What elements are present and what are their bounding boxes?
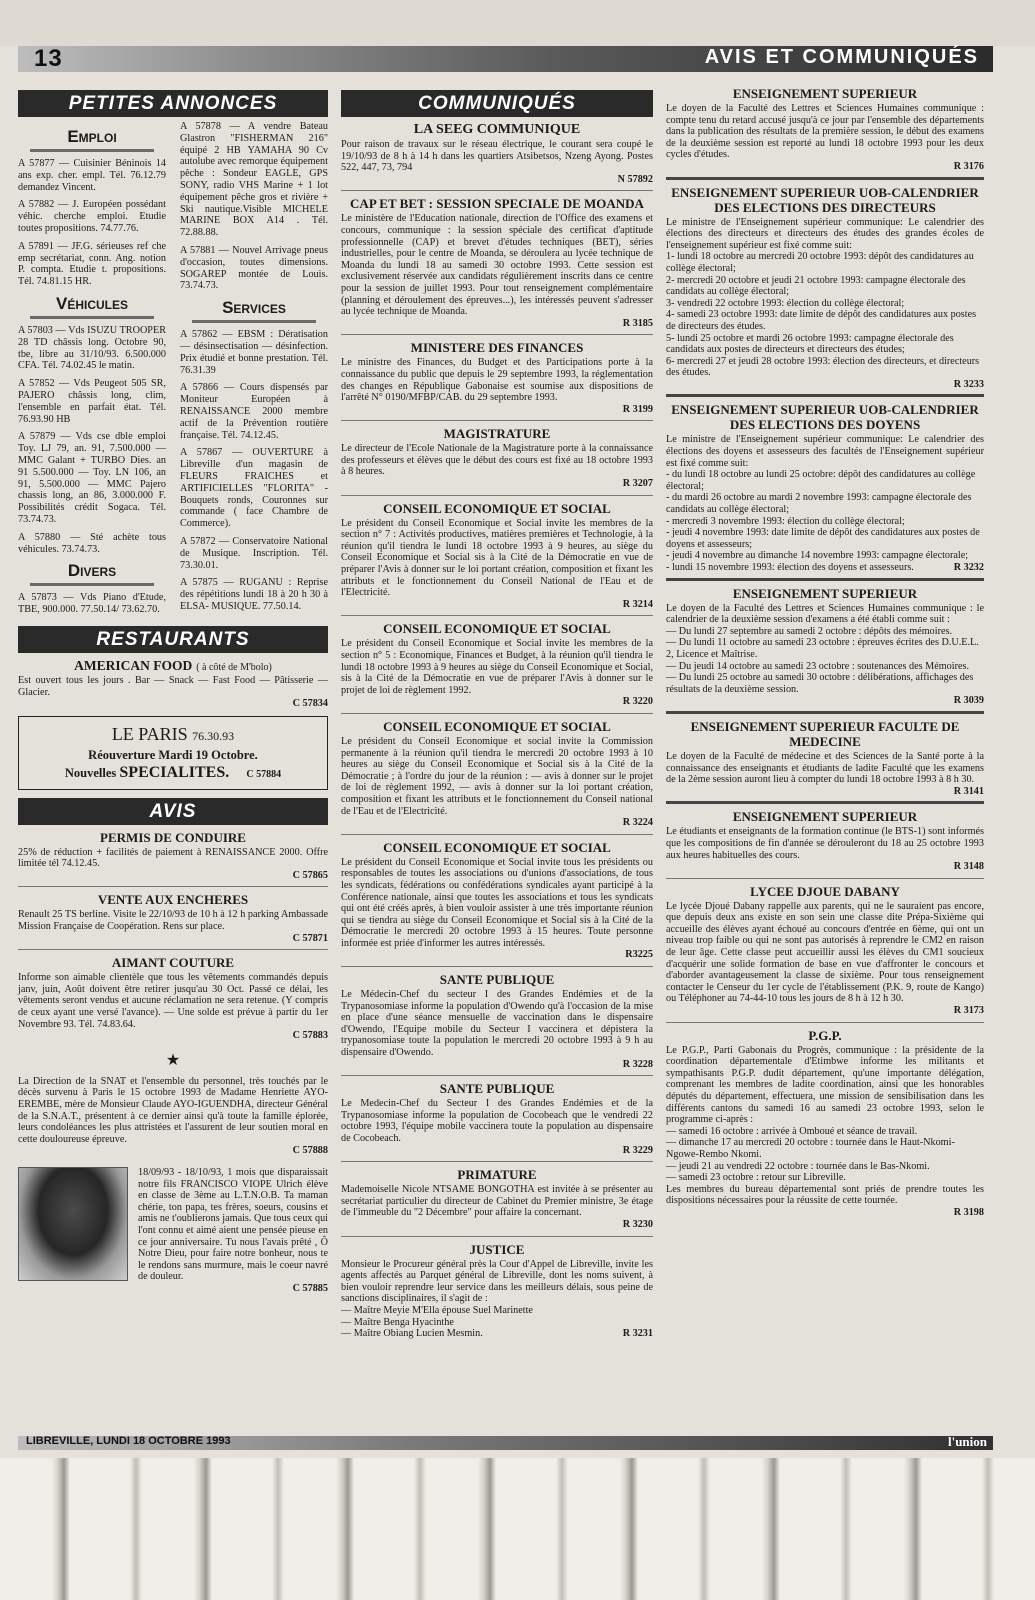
communique-title: ENSEIGNEMENT SUPERIEUR UOB-CALENDRIER DES ELECTIONS DES DOYENS: [671, 402, 979, 433]
le-paris-heading: [27, 723, 319, 747]
memorial-notice: [18, 1167, 328, 1295]
divider: [18, 886, 328, 887]
calendar-line: 5- lundi 25 octobre et mardi 26 octobre 1993: campagne électorale des candidats aux postes de directeurs et directeurs des études;: [666, 332, 954, 356]
notice-reference: C 57883: [292, 1030, 328, 1042]
communique-text: Le président du Conseil Economique et Social invite tous les présidents ou responsables de toutes les associations ou d'unions d'associations, de tous les syndicats, fédérations ou confédérations syndicales ayant participé à la Conférence nationale, ainsi que toutes les associations et tous les syndicats qui ont été créés après, à bien vouloir assister à une très importante réunion qui se tiendra au siège du Conseil Economique et Social sis à la Cité de la Démocratie le mercredi 20 octobre 1993 à 15 heures. Toute personne informée est priée d'informer les autres intéressés.: [341, 856, 653, 949]
program-line: — dimanche 17 au mercredi 20 octobre : tournée dans le Haut-Nkomi-Ngowe-Rembo Nkomi.: [666, 1137, 955, 1160]
notice-text: 25% de réduction + facilités de paiement à RENAISSANCE 2000. Offre limitée tél 74.12.45.: [18, 846, 328, 870]
communique-title: ENSEIGNEMENT SUPERIEUR UOB-CALENDRIER DES ELECTIONS DES DIRECTEURS: [671, 184, 979, 215]
category-divers: Divers: [67, 561, 117, 581]
communique-text: Pour raison de travaux sur le réseau électrique, le courant sera coupé le 19/10/93 de 8 h à 14 h dans les quartiers Atsibetsos, Nzeng Ayong. Postes 522, 447, 73, 794: [341, 139, 653, 174]
divider: [341, 495, 653, 496]
communique-text: Le doyen de la Faculté de médecine et des Sciences de la Santé porte à la connaissance des enseignants et étudiants de ladite Faculté que les examens de la 2ème session auront lieu à compter du lundi 18 octobre 1993 à 8 h 30.: [666, 750, 984, 786]
divider: [18, 949, 328, 950]
communique-reference: N 57892: [617, 173, 653, 185]
calendar-line: — Du lundi 11 octobre au samedi 23 octobre : épreuves écrites des D.U.E.L. 2, Licence et Maîtrise.: [666, 637, 979, 660]
footer-date: LIBREVILLE, LUNDI 18 OCTOBRE 1993: [26, 1435, 231, 1447]
avis-banner: AVIS: [18, 798, 328, 825]
communique-text: Le ministre de l'Enseignement supérieur communique: Le calendrier des élections des directeurs et directeurs des études des grandes écoles de l'enseignement supérieur est fixé comme suit:: [666, 216, 984, 251]
american-food-text: Est ouvert tous les jours . Bar — Snack — Fast Food — Pâtisserie — Glacier.: [18, 674, 328, 698]
divider: [666, 578, 984, 581]
classified-ad: A 57877 — Cuisinier Béninois 14 ans exp. cher. empl. Tél. 76.12.79 demandez Vincent.: [18, 158, 166, 193]
divider: [341, 615, 653, 616]
divider: [341, 834, 653, 835]
program-line: — jeudi 21 au vendredi 22 octobre : tournée dans le Bas-Nkomi.: [666, 1160, 930, 1172]
communique-title: CONSEIL ECONOMIQUE ET SOCIAL: [383, 839, 611, 855]
le-paris-reopening: Réouverture Mardi 19 Octobre.: [88, 747, 258, 762]
communique-text: Le ministère de l'Education nationale, direction de l'Office des examens et concours, communique : la session spéciale des certificat d'aptitude professionnelle (CAP) et brevet d'études techniques (BET), séries industrielles, pour le centre de Moanda, se déroulera au lycée technique de Moanda du lundi 18 au samedi 30 octobre 1993. Cette session est exclusivement réservée aux candidats régulièrement inscrits dans ce centre pour la session de juillet 1993. Pour tout renseignement complémentaire (planning et déroulement des épreuves...), les intéressés peuvent s'adresser au lycée technique de Moanda.: [341, 213, 653, 318]
le-paris-specialties-word: SPECIALITES.: [119, 763, 230, 781]
le-paris-specialties-prefix: Nouvelles: [64, 765, 117, 780]
classified-ad: A 57866 — Cours dispensés par Moniteur Européen à RENAISSANCE 2000 membre actif de la Prévention routière française. Tél. 74.12.45.: [180, 382, 328, 441]
calendar-line: - jeudi 4 novembre 1993: date limite de dépôt des candidatures aux postes de doyens et assesseurs;: [666, 527, 980, 550]
page-header: [18, 46, 993, 72]
communique-reference: R 3176: [953, 160, 984, 172]
program-line: — samedi 23 octobre : retour sur Libreville.: [666, 1172, 846, 1184]
communique-reference: R 3232: [953, 562, 984, 573]
classified-ad: A 57873 — Vds Piano d'Etude, TBE, 900.000. 77.50.14/ 73.62.70.: [18, 592, 166, 616]
notice-reference: C 57885: [292, 1282, 328, 1294]
communique-text: Monsieur le Procureur général près la Cour d'Appel de Libreville, invite les agents affectés au Parquet général de Libreville, dont les noms suivent, à bien vouloir reprendre leur service dans les meilleurs délais, sous peine de sanctions disciplinaires, il s'agit de :: [341, 1258, 653, 1305]
communiques-banner: COMMUNIQUÉS: [341, 90, 653, 117]
page-footer: [18, 1436, 993, 1450]
communique-text: Le directeur de l'Ecole Nationale de la Magistrature porte à la connaissance des professeurs et élèves que le début des cours est fixé au 18 octobre 1993 à 8 heures.: [341, 443, 653, 478]
communique-reference: R 3173: [953, 1005, 984, 1017]
communique-title: CONSEIL ECONOMIQUE ET SOCIAL: [383, 718, 611, 734]
calendar-line: 6- mercredi 27 et jeudi 28 octobre 1993: élection des directeurs, et directeurs des études.: [666, 355, 980, 379]
classified-ad: A 57867 — OUVERTURE à Libreville d'un magasin de FLEURS FRAICHES et ARTIFICIELLES "FLORITA" - Bouquets ronds, Couronnes sur commande ( face Chambre de Commerce).: [180, 447, 328, 530]
communique-title: ENSEIGNEMENT SUPERIEUR: [732, 86, 918, 101]
communique-text: Le président du Conseil Economique et Social invite les membres de la section n° 5 : Economique, Finances et Budget, à la réunion qu'il tiendra le lundi 18 octobre 1993 à 9 heures au siège du Conseil Economique et Social, sis à la Cité de la Démocratie en vue de préparer l'Avis à donner sur le projet de loi de règlement 1992.: [341, 638, 653, 696]
page-number: 13: [34, 45, 63, 72]
calendar-line: - lundi 15 novembre 1993: élection des doyens et assesseurs.: [666, 562, 914, 573]
page-margin-top: [0, 0, 1035, 46]
classified-ad: A 57872 — Conservatoire National de Musique. Inscription. Tél. 73.30.01.: [180, 535, 328, 571]
communique-text: Le Medecin-Chef du Secteur I des Grandes Endémies et de la Trypanosomiase informe la population de Cocobeach que le vendredi 22 octobre 1993, l'équipe mobile vaccinera toute la population au dispensaire de Cocobeach.: [341, 1098, 653, 1144]
communique-text: Le lycée Djoué Dabany rappelle aux parents, qui ne le sauraient pas encore, que depuis deux ans existe en son sein une classe dite Prépa-Sixième qui accueille des élèves ayant échoué au concours d'entrée en 6ème, qui ont un niveau trop faible ou qui ne sont pas autorisés à reprendre le CM2 en raison de leur âge. Cette classe peut accueillir aussi les élèves du CM1 soucieux d'acquérir une solide formation de base en vue d'affronter le concours et d'aborder avantageusement la classe de sixième. Pour tous renseignement contacter le Censeur du 1er cycle de l'établissement (P.K. 9, route de Kango) ou Téléphoner au 74-44-10 tous les jours de 8 h à 12 h 30.: [666, 900, 984, 1005]
classifieds-left: [18, 121, 166, 622]
communique-title: SANTE PUBLIQUE: [439, 972, 555, 988]
communique-title: ENSEIGNEMENT SUPERIEUR FACULTE DE MEDECINE: [690, 718, 960, 749]
ad-reference: C 57834: [292, 698, 328, 710]
divider: [666, 878, 984, 879]
program-line: — samedi 16 octobre : arrivée à Omboué et séance de travail.: [666, 1125, 918, 1137]
communique-reference: R 3230: [622, 1218, 653, 1230]
calendar-line: 2- mercredi 20 octobre et jeudi 21 octobre 1993: campagne électorale des candidats au collège électoral;: [666, 274, 966, 298]
newspaper-logo: l'union: [947, 1434, 987, 1449]
communique-text: Les membres du bureau départemental sont priés de prendre toutes les dispositions nécessaires pour la réussite de cette tournée.: [666, 1183, 984, 1207]
communique-reference: R 3229: [622, 1144, 653, 1156]
memorial-body: [138, 1167, 328, 1295]
divider: [341, 713, 653, 714]
communique-title: MAGISTRATURE: [443, 426, 551, 442]
communique-reference: R 3207: [622, 478, 653, 490]
communique-reference: R 3231: [622, 1328, 653, 1340]
column-petites-annonces: [18, 90, 328, 1295]
communique-text: Le président du Conseil Economique et social invite la Commission permanente à la réunion qu'il tiendra le mercredi 20 octobre 1993 à 10 heures au siège du Conseil Economique et Social sis à la Cité de la Démocratie ; à l'ordre du jour de la réunion : — avis à donner sur le projet de loi de règlement 1992, — avis à donner sur la loi portant création, composition et fixant les attributs et le fonctionnement du Conseil national de l'Eau et de l'Electricité.: [341, 735, 653, 817]
communique-title: LYCEE DJOUE DABANY: [750, 883, 900, 899]
american-food-note: ( à côté de M'bolo): [196, 661, 272, 673]
classified-ad: A 57891 — JF.G. sérieuses ref che emp secrétariat, conn. Ang. notion P. compta. Etudie t. propositions. Tél. 74.81.15 HR.: [18, 240, 166, 288]
divider: [666, 801, 984, 804]
divider: [341, 1075, 653, 1076]
divider: [341, 1161, 653, 1162]
classified-ad: A 57875 — RUGANU : Reprise des répétitions lundi 18 à 20 h 30 à ELSA- MUSIQUE. 77.50.14.: [180, 577, 328, 612]
divider: [341, 190, 653, 191]
communique-title: CONSEIL ECONOMIQUE ET SOCIAL: [383, 500, 611, 516]
category-rule: [192, 320, 316, 323]
classified-ad: A 57880 — Sté achète tous véhicules. 73.74.73.: [18, 531, 166, 555]
communique-reference: R 3148: [953, 861, 984, 873]
column-communiques: [341, 90, 653, 1340]
justice-name: — Maître Benga Hyacinthe: [341, 1316, 454, 1328]
category-rule: [30, 316, 154, 319]
classified-ad: A 57881 — Nouvel Arrivage pneus d'occasion, toutes dimensions. SOGAREP montée de Louis. 73.74.73.: [180, 244, 328, 292]
classified-ad: A 57862 — EBSM : Dératisation — désinsectisation — désinfection. Prix étudié et bonne prestation. Tél. 76.31.39: [180, 329, 328, 376]
communique-text: Le ministre de l'Enseignement supérieur communique: Le calendrier des élections des doyens et assesseurs des facultés de l'Enseignement supérieur est fixé comme suit:: [666, 434, 984, 469]
notice-reference: C 57888: [292, 1145, 328, 1157]
communique-title: SANTE PUBLIQUE: [439, 1081, 555, 1097]
classified-ad: A 57879 — Vds cse dble emploi Toy. LJ 79, an. 91, 7.500.000 — MMC Galant + TURBO Dies. an 91 5.500.000 — Toy. LN 106, an 91, 5.500.000 — MMC Pajero chassis long, an 86, 3.000.000 F. Possibilités crédit Sogaca. Tél. 73.74.73.: [18, 431, 166, 525]
notice-reference: C 57871: [292, 932, 328, 944]
justice-name: — Maître Obiang Lucien Mesmin.: [341, 1328, 483, 1340]
communique-title: LA SEEG COMMUNIQUE: [413, 122, 581, 137]
communique-title: ENSEIGNEMENT SUPERIEUR: [732, 809, 918, 825]
notice-text: Informe son aimable clientèle que tous les vêtements commandés depuis janv, juin, Août doivent être retirer jusqu'au 30 Oct. Passé ce délai, les vêtements seront vendus et aucune réclamation ne sera retenue. (Y compris de ceux ayant une versé l'avance). — Une solde est prévue à partir du 1er Novembre 93. Tél. 74.83.64.: [18, 972, 328, 1030]
american-food-title: AMERICAN FOOD: [74, 657, 193, 673]
communique-reference: R 3228: [622, 1058, 653, 1070]
calendar-line: - du mardi 26 octobre au mardi 2 novembre 1993: campagne électorale des candidats au collège électoral;: [666, 492, 972, 516]
communique-reference: R 3233: [953, 378, 984, 390]
communique-title: P.G.P.: [808, 1027, 842, 1043]
calendar-line: — Du jeudi 14 octobre au samedi 23 octobre : soutenances des Mémoires.: [666, 660, 969, 672]
american-food-heading: [18, 657, 328, 675]
classified-ad: A 57882 — J. Européen possédant véhic. cherche emploi. Etudie toutes propositions. 74.77.76.: [18, 199, 166, 234]
communique-title: MINISTERE DES FINANCES: [410, 340, 584, 356]
petites-annonces-banner: PETITES ANNONCES: [18, 90, 328, 117]
communique-text: Le doyen de la Faculté des Lettres et Sciences Humaines communique : le calendrier de la deuxième session d'examens a été établi comme suit :: [666, 602, 984, 626]
restaurants-banner: RESTAURANTS: [18, 626, 328, 653]
calendar-last-line: [666, 562, 984, 574]
divider: [666, 394, 984, 397]
communique-text: Le Médecin-Chef du secteur I des Grandes Endémies et de la Trypanosomiase informe la population d'Owendo qu'à l'occasion de la mise en place d'une séance mensuelle de vaccination dans le dispensaire d'Owendo, l'Equipe mobile du Secteur I vaccinera et dépistera la trypanosomiase toute la population le mercredi 20 octobre 1993 à 9 h au dispensaire d'Owendo.: [341, 989, 653, 1059]
scan-margin-bottom: [0, 1458, 1035, 1600]
justice-last-line: [341, 1328, 653, 1340]
category-emploi: Emploi: [67, 127, 117, 146]
communique-title: PRIMATURE: [457, 1167, 537, 1183]
communique-reference: R 3039: [953, 695, 984, 707]
le-paris-specialties: [27, 764, 319, 783]
communique-reference: R 3199: [622, 403, 653, 415]
communique-text: Le ministre des Finances, du Budget et des Participations porte à la connaissance du public que depuis le 29 septembre 1993, la réglementation des changes en République Gabonaise est soumise aux dispositions de l'arrêté N° 0190/MFBP/CAB. du 29 septembre 1993.: [341, 357, 653, 404]
category-rule: [30, 149, 154, 152]
communique-reference: R 3224: [622, 817, 653, 829]
category-rule: [30, 583, 154, 586]
calendar-line: - jeudi 4 novembre au dimanche 14 novembre 1993: campagne électorale;: [666, 550, 969, 562]
divider: [341, 966, 653, 967]
column-enseignement: [666, 86, 984, 1219]
portrait-photo: [18, 1167, 128, 1281]
divider: [666, 1022, 984, 1023]
calendar-line: 1- lundi 18 octobre au mercredi 20 octobre 1993: dépôt des candidatures au collège électoral;: [666, 251, 974, 274]
communique-text: Le étudiants et enseignants de la formation continue (le BTS-1) sont informés que les compositions de fin d'année se dérouleront du 18 au 25 octobre 1993 aux heures habituelles des cours.: [666, 826, 984, 861]
category-services: Services: [222, 298, 286, 318]
communique-reference: R3225: [625, 949, 653, 961]
justice-name: — Maître Meyie M'Ella épouse Suel Marinette: [341, 1304, 533, 1316]
communique-text: Le P.G.P., Parti Gabonais du Progrès, communique : la présidente de la coordination départementale d'Etimbwe informe les militants et sympathisants P.G.P. dudit département, qu'une importante délégation, comprenant les membres de ladite coordination, ainsi que les honorables députés du département, effectuera, une mission de sensibilisation dans les différents cantons du samedi 16 au samedi 23 octobre 1993, selon le programme ci-après :: [666, 1044, 984, 1126]
le-paris-name: LE PARIS: [111, 723, 188, 744]
calendar-line: — Du lundi 25 octobre au samedi 30 octobre : délibérations, affichages des résultats de la deuxième session.: [666, 672, 974, 695]
calendar-line: — Du lundi 27 septembre au samedi 2 octobre : dépôts des mémoires.: [666, 625, 953, 637]
communique-text: Le président du Conseil Economique et Social invite les membres de la section n° 7 : Activités productives, matières premières et Technologie, à la réunion qu'il tiendra le lundi 18 octobre 1993 à 9 heures, au siège du Conseil Economique et Social sis à la Cité de la Démocratie en vue de préparer l'Avis à donner sur le loi portant création, composition et fixant les attributs et le fonctionnement du Conseil National de l'Eau et de l'Electricité.: [341, 517, 653, 599]
ad-reference: C 57884: [246, 768, 282, 780]
calendar-line: - du lundi 18 octobre au lundi 25 octobre: dépôt des candidatures au collège électoral;: [666, 469, 976, 492]
category-vehicules: Véhicules: [55, 293, 128, 313]
classified-ad: A 57803 — Vds ISUZU TROOPER 28 TD châssis long. Octobre 90, tbe, libre au 31/10/93. 6.500.000 CFA. Tél. 74.02.45 le matin.: [18, 324, 166, 372]
divider: [341, 334, 653, 335]
notice-reference: C 57865: [292, 869, 328, 881]
communique-text: Le doyen de la Faculté des Lettres et Sciences Humaines communique : compte tenu du retard accusé jusqu'à ce jour par l'ensemble des départements dans la publication des résultats de la première session, le début des examens de la deuxième session est reporté au lundi 18 octobre 1993 pour les deux cycles d'études.: [666, 103, 984, 161]
communique-reference: R 3185: [622, 317, 653, 329]
classifieds-grid: [18, 121, 328, 622]
communique-title: CAP ET BET : SESSION SPECIALE DE MOANDA: [350, 196, 644, 212]
notice-title: AIMANT COUTURE: [111, 955, 235, 971]
notice-title: PERMIS DE CONDUIRE: [100, 829, 246, 845]
communique-text: Mademoiselle Nicole NTSAME BONGOTHA est invitée à se présenter au secrétariat particulier du directeur de Cabinet du Premier ministre, 3e étage de l'immeuble du "2 Décembre" pour affaire la concernant.: [341, 1184, 653, 1219]
divider: [341, 1236, 653, 1237]
communique-title: CONSEIL ECONOMIQUE ET SOCIAL: [383, 621, 611, 637]
notice-title: VENTE AUX ENCHERES: [97, 892, 249, 908]
divider: [666, 177, 984, 180]
classified-ad: A 57878 — A vendre Bateau Glastron "FISHERMAN 216" équipé 2 HB YAMAHA 90 Cv autolube avec remorque équipement pêche : Sondeur EAGLE, GPS SONY, radio VHS Marine + 1 lot équipement pêche gros et rivière + Ski nautique.Visible MICHELE MARINE BOX A14 . Tél. 72.88.88.: [180, 121, 328, 239]
communique-reference: R 3198: [953, 1206, 984, 1218]
le-paris-phone: 76.30.93: [192, 728, 235, 743]
classifieds-right: [180, 121, 328, 622]
memorial-text: 18/09/93 - 18/10/93, 1 mois que disparaissait notre fils FRANCISCO VIOPE Ulrich élève en classe de 3ème au L.T.N.O.B. Ta maman chérie, ton papa, tes frères, soeurs, cousins et amis ne t'oublierons jamais. Que tous ceux qui l'ont connu et aimé aient une pensée pieuse en ce jour anniversaire. Tu nous l'avais prêté , Ô Notre Dieu, pour faire notre bonheur, nous te le rendons sans murmure, mais le coeur navré de douleur.: [138, 1166, 328, 1283]
communique-title: JUSTICE: [469, 1241, 525, 1257]
communique-title: ENSEIGNEMENT SUPERIEUR: [732, 585, 918, 601]
star-ornament: ★: [165, 1051, 181, 1069]
communique-reference: R 3214: [622, 598, 653, 610]
le-paris-box: [18, 716, 328, 790]
communique-reference: R 3141: [953, 785, 984, 797]
calendar-line: 4- samedi 23 octobre 1993: date limite de dépôt des candidatures aux postes de directeurs des études.: [666, 309, 977, 332]
divider: [666, 711, 984, 714]
section-title: AVIS ET COMMUNIQUÉS: [704, 46, 979, 68]
communique-reference: R 3220: [622, 696, 653, 708]
calendar-line: - mercredi 3 novembre 1993: élection du collège électoral;: [666, 515, 905, 527]
condolences-text: La Direction de la SNAT et l'ensemble du personnel, très touchés par le décès survenu à Paris le 15 octobre 1993 de Madame Henriette AYO-EREMBE, mère de Monsieur Claude AYO-IGUENDHA, directeur Général de la S.N.A.T., présentent à ce dernier ainsi qu'à toute la famille éplorée, leurs condoléances les plus attristées et l'assurent de leur soutien moral en cette douloureuse épreuve.: [18, 1075, 328, 1145]
classified-ad: A 57852 — Vds Peugeot 505 SR, PAJERO châssis long, clim, l'ensemble en parfait état. Tél. 76.93.90 HB: [18, 378, 166, 425]
calendar-line: 3- vendredi 22 octobre 1993: élection du collège électoral;: [666, 297, 905, 309]
notice-text: Renault 25 TS berline. Visite le 22/10/93 de 10 h à 12 h parking Ambassade Mission Française de Coopération. Rens sur place.: [18, 909, 328, 933]
divider: [341, 420, 653, 421]
